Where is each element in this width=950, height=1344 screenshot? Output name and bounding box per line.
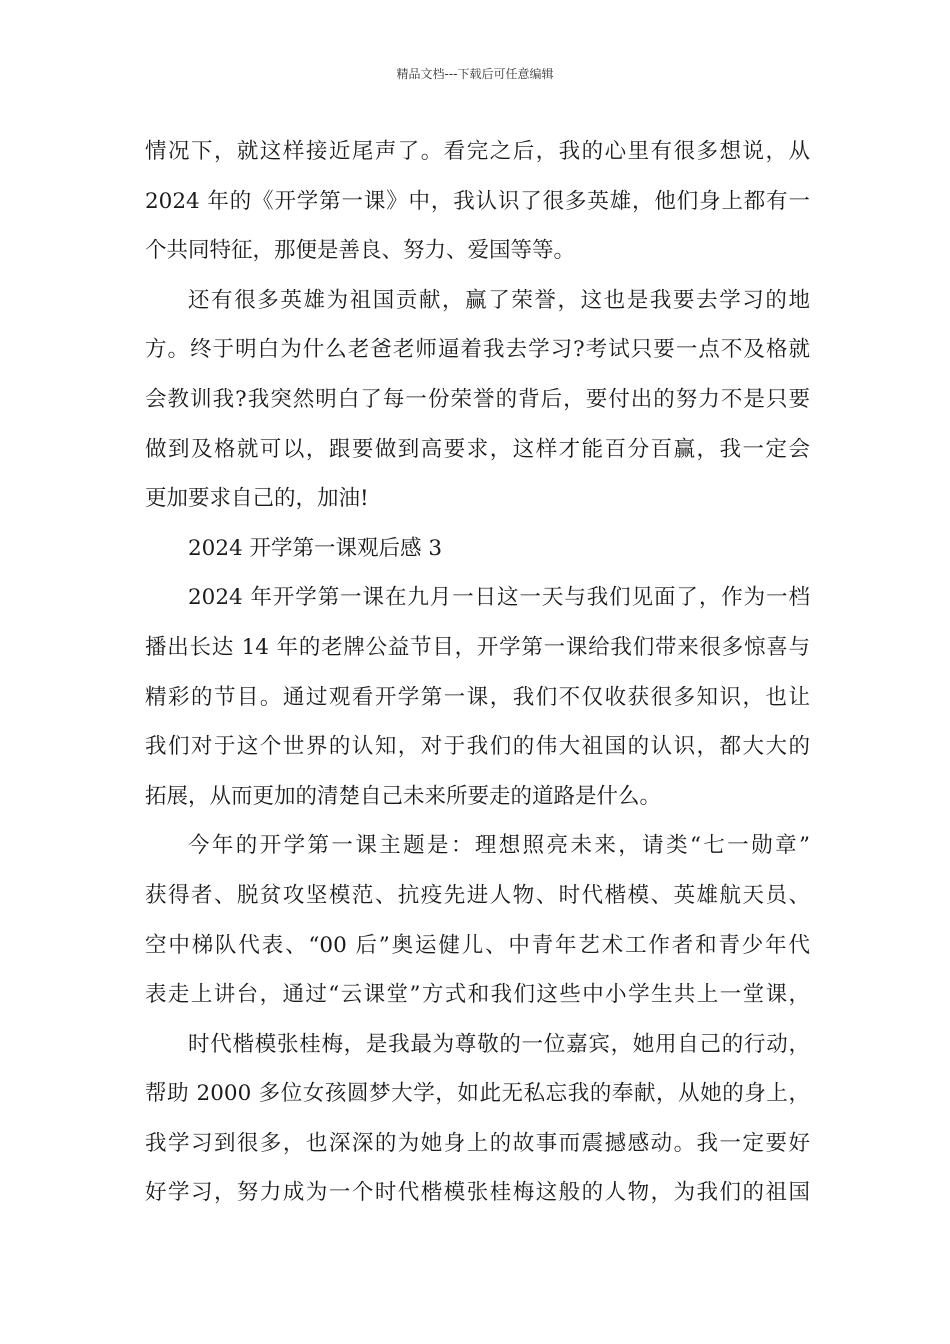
text-line: 时代楷模张桂梅，是我最为尊敬的一位嘉宾，她用自己的行动，: [188, 1031, 810, 1057]
text-line: 获得者、脱贫攻坚模范、抗疫先进人物、时代楷模、英雄航天员、: [145, 882, 810, 908]
text-line: 拓展，从而更加的清楚自己未来所要走的道路是什么。: [145, 783, 662, 809]
text-line: 更加要求自己的，加油!: [145, 486, 369, 512]
text-line: 会教训我?我突然明白了每一份荣誉的背后，要付出的努力不是只要: [145, 386, 810, 412]
text-line: 今年的开学第一课主题是：理想照亮未来，请类“七一勋章”: [188, 833, 810, 859]
text-line: 我学习到很多，也深深的为她身上的故事而震撼感动。我一定要好: [145, 1130, 810, 1156]
text-line: 好学习，努力成为一个时代楷模张桂梅这般的人物，为我们的祖国: [145, 1180, 810, 1206]
text-line: 2024 年的《开学第一课》中，我认识了很多英雄，他们身上都有一: [145, 188, 810, 214]
text-line: 做到及格就可以，跟要做到高要求，这样才能百分百赢，我一定会: [145, 436, 810, 462]
text-line: 2024 年开学第一课在九月一日这一天与我们见面了，作为一档: [188, 585, 810, 611]
text-line: 方。终于明白为什么老爸老师逼着我去学习?考试只要一点不及格就: [145, 337, 810, 363]
text-line: 空中梯队代表、“00 后”奥运健儿、中青年艺术工作者和青少年代: [145, 932, 810, 958]
text-line: 精彩的节目。通过观看开学第一课，我们不仅收获很多知识，也让: [145, 684, 810, 710]
page-header: 精品文档---下载后可任意编辑: [396, 67, 554, 81]
text-line: 表走上讲台，通过“云课堂”方式和我们这些中小学生共上一堂课，: [145, 982, 810, 1008]
text-line: 还有很多英雄为祖国贡献，赢了荣誉，这也是我要去学习的地: [188, 287, 810, 313]
text-line: 情况下，就这样接近尾声了。看完之后，我的心里有很多想说，从: [145, 139, 810, 164]
text-line: 个共同特征，那便是善良、努力、爱国等等。: [145, 238, 576, 264]
text-line: 我们对于这个世界的认知，对于我们的伟大祖国的认识，都大大的: [145, 734, 810, 760]
text-line: 帮助 2000 多位女孩圆梦大学，如此无私忘我的奉献，从她的身上，: [145, 1081, 810, 1107]
document-body: [145, 127, 810, 1218]
text-line: 2024 开学第一课观后感 3: [188, 535, 443, 561]
text-line: 播出长达 14 年的老牌公益节目，开学第一课给我们带来很多惊喜与: [145, 634, 810, 660]
